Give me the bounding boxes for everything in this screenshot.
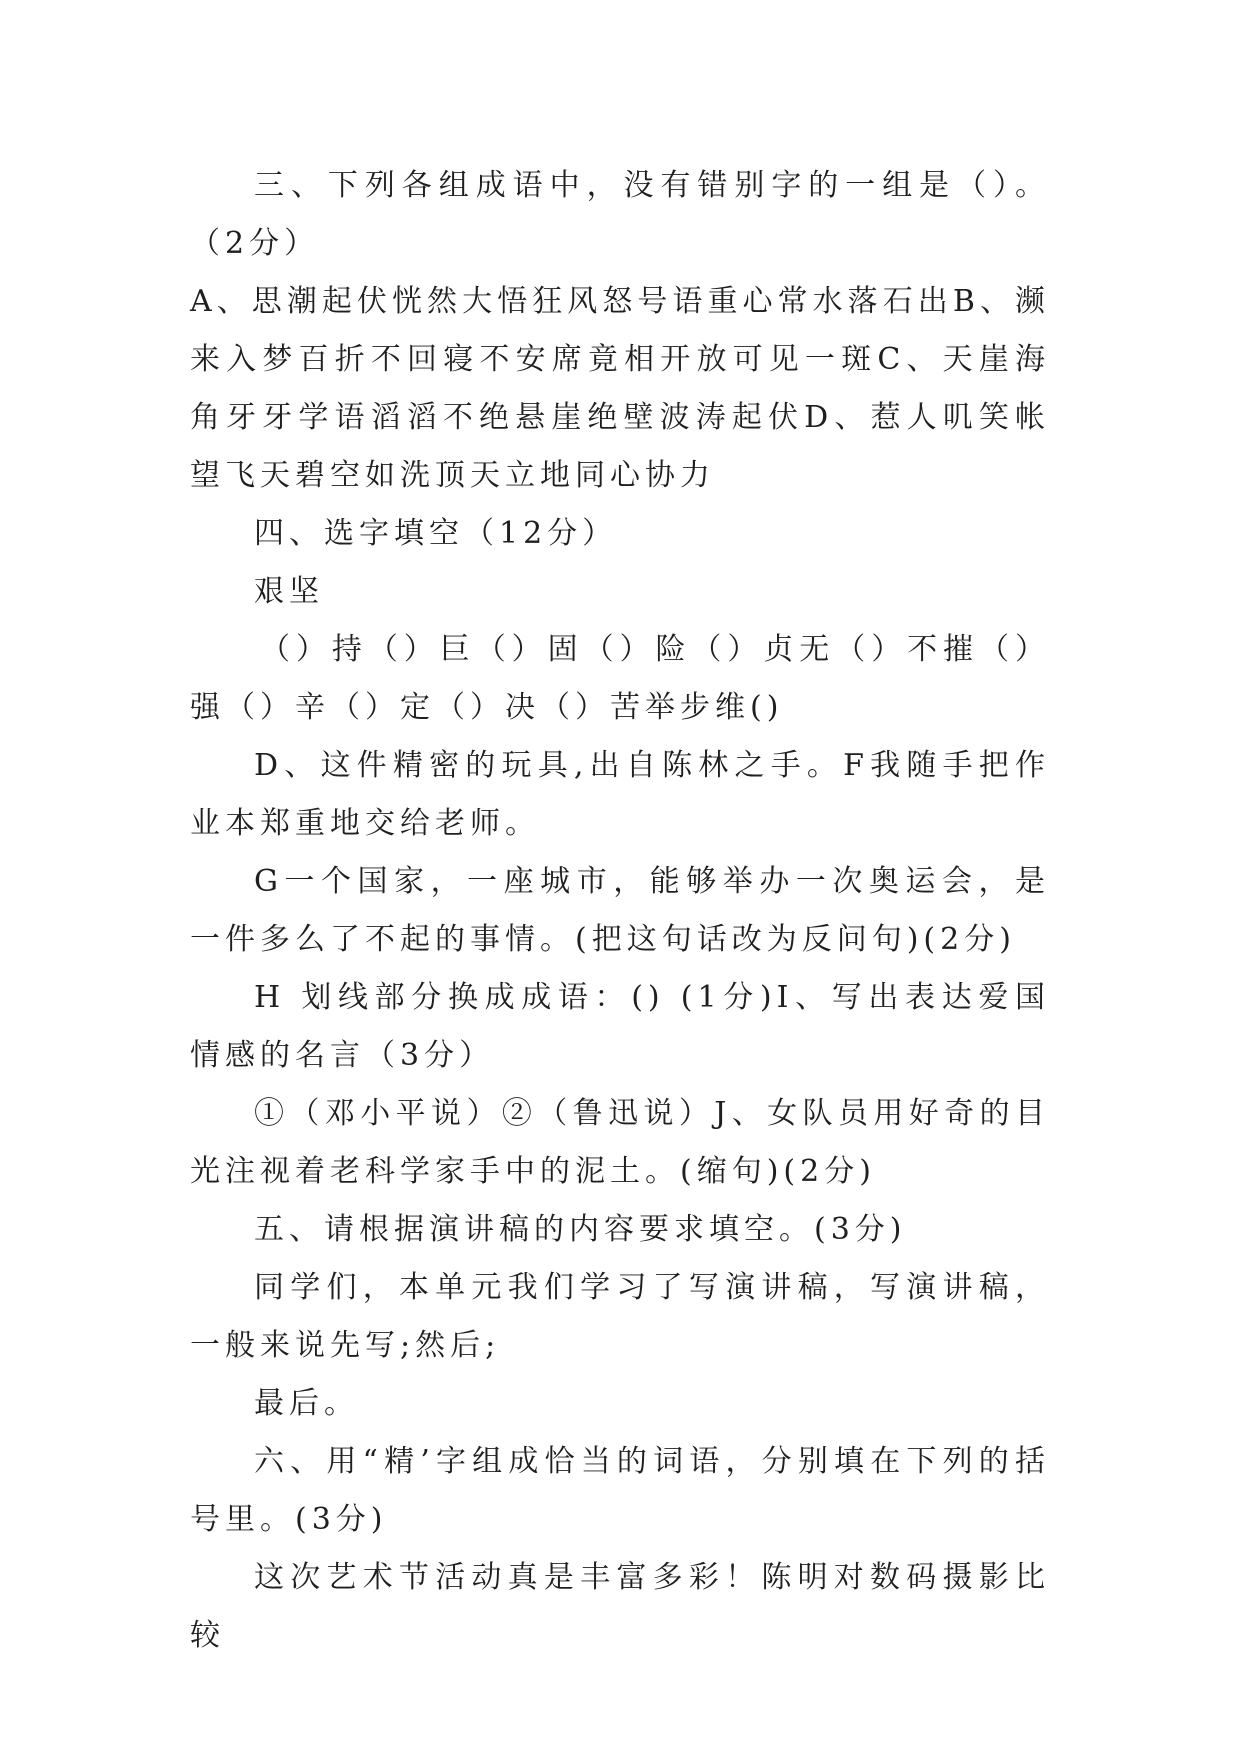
- document-body: [190, 157, 1050, 1665]
- fill-in-blanks: （）持（）巨（）固（）险（）贞无（）不摧（）强（）辛（）定（）决（）苦举步维(): [190, 632, 1050, 725]
- art-festival-paragraph: 这次艺术节活动真是丰富多彩！陈明对数码摄影比较: [190, 1560, 1050, 1653]
- paragraph-g: G一个国家，一座城市，能够举办一次奥运会，是一件多么了不起的事情。(把这句话改为反问句)(2分): [190, 864, 1050, 957]
- speech-paragraph: 同学们，本单元我们学习了写演讲稿，写演讲稿，一般来说先写;然后;: [190, 1270, 1050, 1363]
- paragraph-h-i: H 划线部分换成成语：() (1分)I、写出表达爱国情感的名言（3分）: [190, 980, 1050, 1073]
- section-5-heading: 五、请根据演讲稿的内容要求填空。(3分): [254, 1212, 907, 1247]
- paragraph-d-f: D、这件精密的玩具,出自陈林之手。F我随手把作业本郑重地交给老师。: [190, 748, 1050, 841]
- section-3-heading: 三、下列各组成语中，没有错别字的一组是（）。（2分）: [190, 168, 1050, 261]
- section-3-options: A、思潮起伏恍然大悟狂风怒号语重心常水落石出B、濒来入梦百折不回寝不安席竟相开放可见一斑C、天崖海角牙牙学语滔滔不绝悬崖绝壁波涛起伏D、惹人叽笑帐望飞天碧空如洗顶天立地同心协力: [190, 284, 1050, 493]
- section-4-heading: 四、选字填空（12分）: [254, 516, 618, 551]
- character-choices: 艰坚: [254, 574, 324, 609]
- section-6-heading: 六、用“精’字组成恰当的词语，分别填在下列的括号里。(3分): [190, 1444, 1050, 1537]
- speech-paragraph-end: 最后。: [254, 1386, 359, 1421]
- paragraph-quotes-j: ①（邓小平说）②（鲁迅说）J、女队员用好奇的目光注视着老科学家手中的泥土。(缩句)(2分): [190, 1096, 1050, 1189]
